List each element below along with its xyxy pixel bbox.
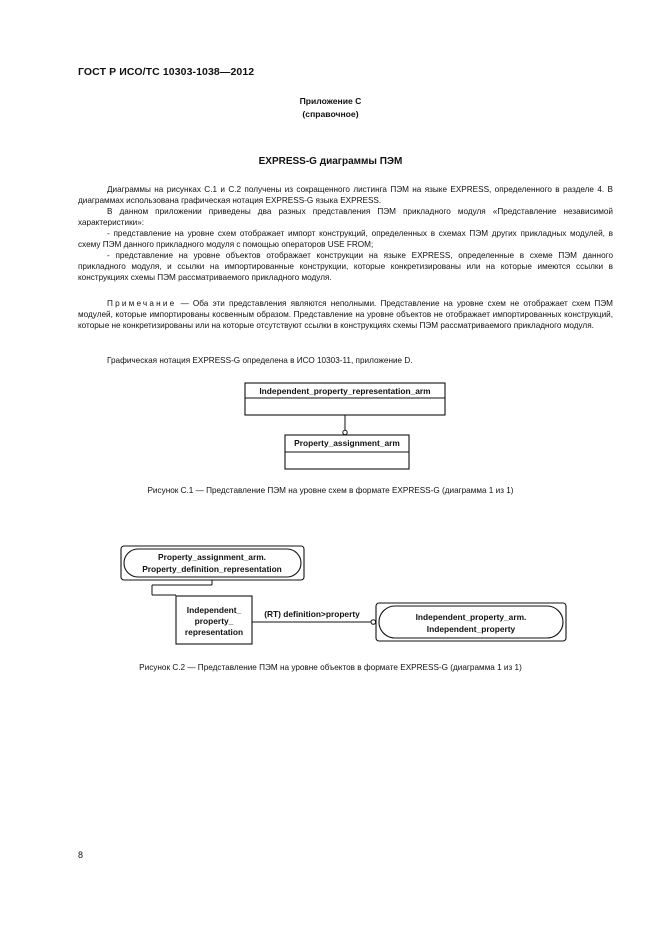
target-line-2: Independent_property xyxy=(426,624,516,634)
reference-line-2: Property_definition_representation xyxy=(142,564,282,574)
note-label: Примечание xyxy=(107,299,177,308)
section-title: EXPRESS-G диаграммы ПЭМ xyxy=(258,156,403,167)
entity-line-2: property_ xyxy=(194,616,234,626)
graphical-notation-text: Графическая нотация EXPRESS-G определена в ИСО 10303-11, приложение D. xyxy=(107,356,413,365)
entity-line-1: Independent_ xyxy=(186,605,242,615)
paragraph-1: Диаграммы на рисунках С.1 и С.2 получены из сокращенного листинга ПЭМ на языке EXPRESS, определенного в разделе 4. В диаграммах использована графическая нотация EXPRESS-G языка EXPRESS. xyxy=(78,185,613,205)
schema-link-circle xyxy=(343,430,347,434)
document-header: ГОСТ Р ИСО/ТС 10303-1038—2012 xyxy=(78,66,255,78)
figure-1-caption: Рисунок С.1 — Представление ПЭМ на уровне схем в формате EXPRESS-G (диаграмма 1 из 1) xyxy=(147,486,514,495)
entity-line-3: representation xyxy=(184,627,244,637)
note-text: — Оба эти представления являются неполными. Представление на уровне схем не отображает схем ПЭМ модулей, которые импортированы косвенным образом. Представление на уровне объектов не отображает импортированных конструкций, которые не конкретизированы или на которые отсутствуют ссылки в конструкциях схемы ПЭМ рассматриваемого прикладного модуля. xyxy=(78,299,613,330)
figure-2-caption: Рисунок С.2 — Представление ПЭМ на уровне объектов в формате EXPRESS-G (диаграмма 1 из 1) xyxy=(139,663,522,672)
annex-title: Приложение С xyxy=(299,96,362,106)
figure-1-diagram xyxy=(245,383,445,469)
annex-subtitle: (справочное) xyxy=(302,109,359,119)
top-schema-label: Independent_property_representation_arm xyxy=(259,386,431,396)
reference-line-1: Property_assignment_arm. xyxy=(158,552,266,562)
bottom-schema-label: Property_assignment_arm xyxy=(294,438,400,448)
relation-label: (RT) definition>property xyxy=(264,609,360,619)
paragraph-3: - представление на уровне схем отображает импорт конструкций, определенных в схемах ПЭМ других прикладных модулей, в схему ПЭМ данного прикладного модуля с помощью операторов USE FROM; xyxy=(78,229,613,249)
paragraph-2: В данном приложении приведены два разных представления ПЭМ прикладного модуля «Представление независимой характеристики»: xyxy=(78,207,613,227)
relation-end-circle xyxy=(371,620,376,625)
page-number: 8 xyxy=(78,850,84,860)
figure-2-diagram xyxy=(121,546,566,644)
target-line-1: Independent_property_arm. xyxy=(415,612,527,622)
paragraph-4: - представление на уровне объектов отображает конструкции на языке EXPRESS, определенные в схеме ПЭМ данного прикладного модуля, и ссылки на импортированные конструкции, которые конкретизированы или на которые имеются ссылки в конструкциях схемы ПЭМ рассматриваемого прикладного модуля. xyxy=(78,251,613,282)
